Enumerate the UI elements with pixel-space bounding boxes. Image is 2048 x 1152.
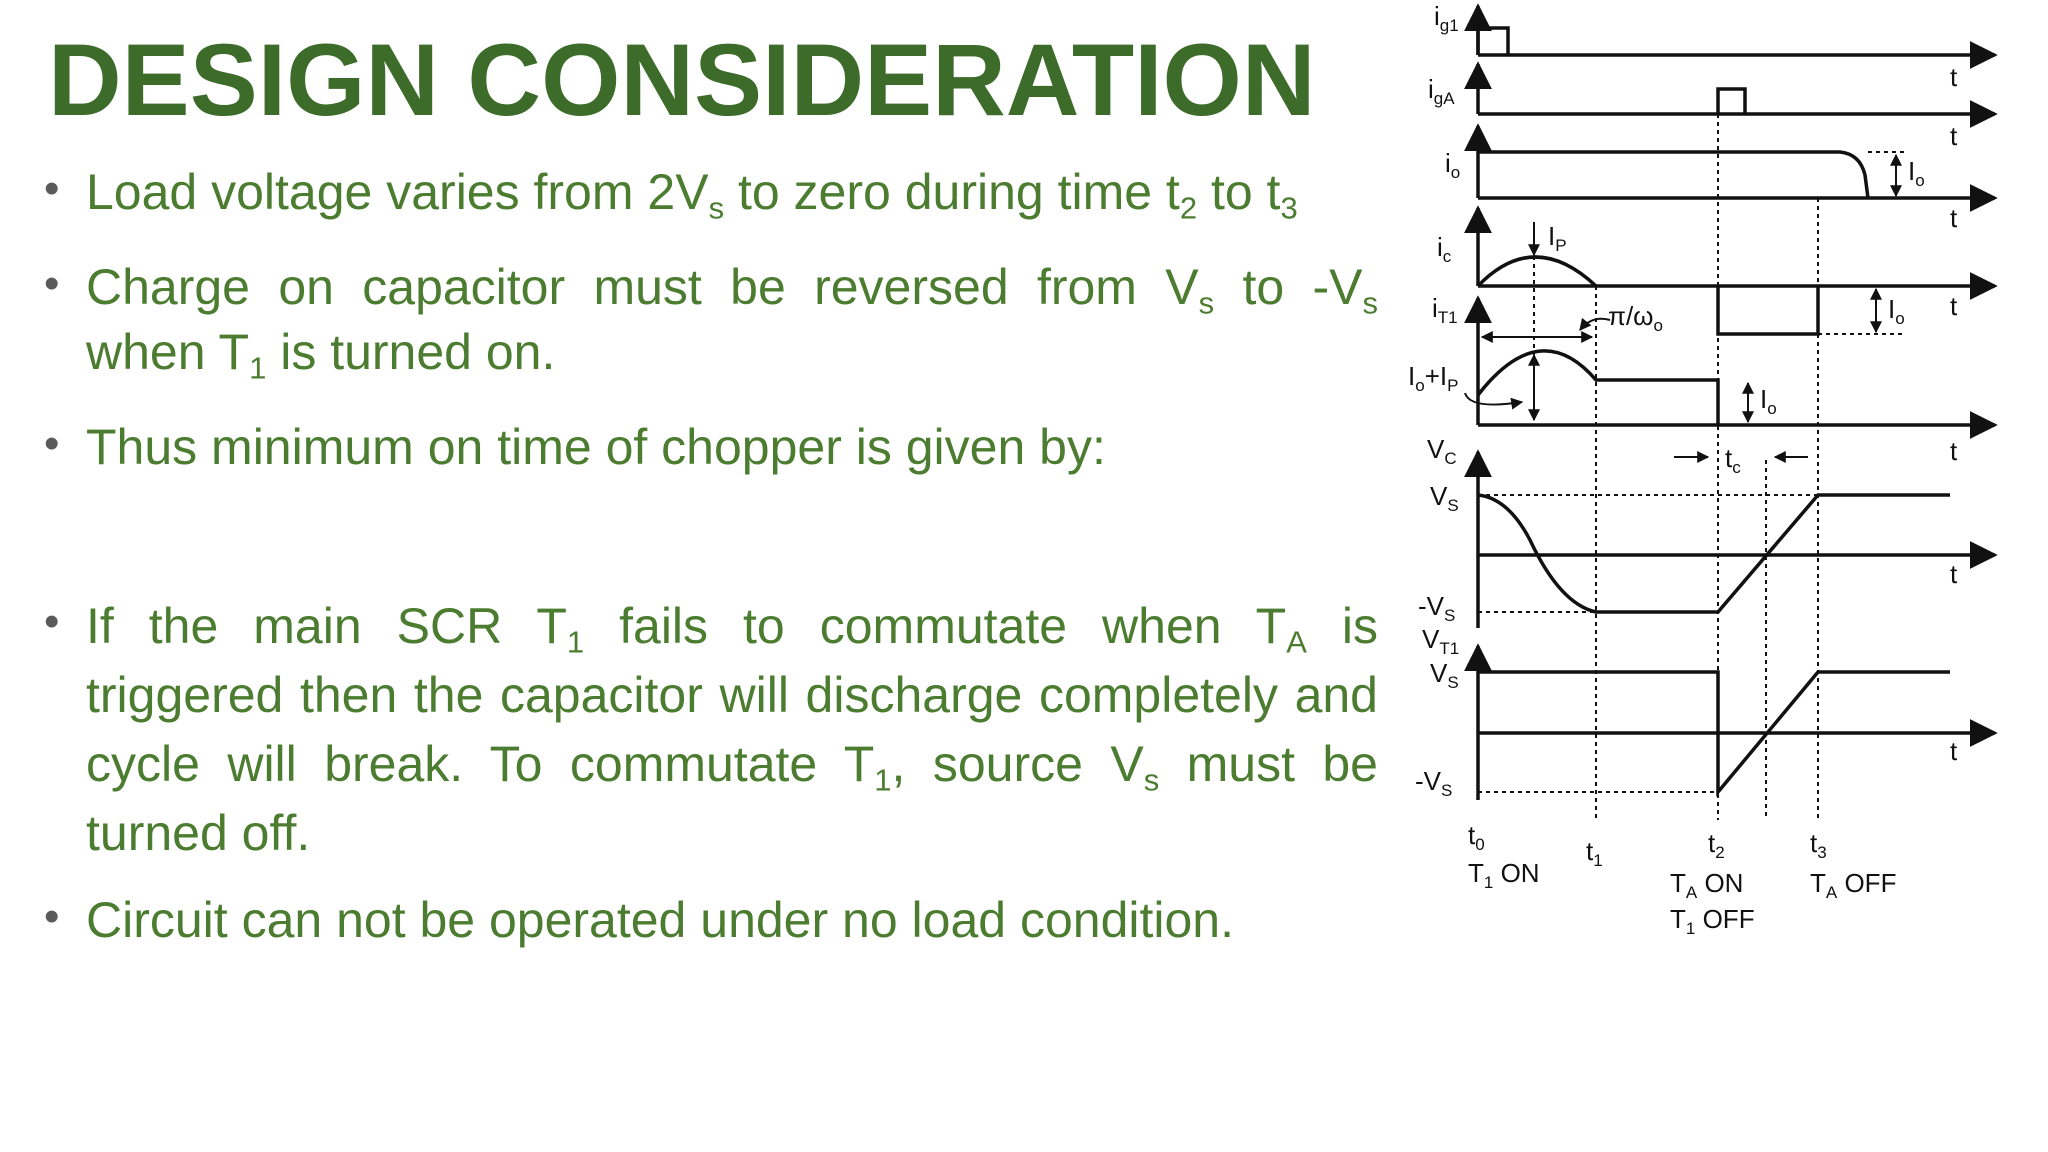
- label-vc: $V_C$: [1427, 434, 1457, 468]
- axis-t-3: t: [1950, 203, 1958, 233]
- bullet-item-no-load: • Circuit can not be operated under no load condition.: [44, 888, 1378, 953]
- bullet-item-load-voltage: • Load voltage varies from $2V_s$ to zero during time $t_2$ to $t_3$: [44, 160, 1378, 225]
- label-io-neg: $I_o$: [1888, 294, 1905, 328]
- label-ip: $I_P$: [1548, 221, 1567, 255]
- dimension-arrows: [1465, 155, 1896, 457]
- label-io-drop: $I_o$: [1760, 384, 1777, 418]
- axis-t-5: t: [1950, 436, 1958, 466]
- label-io-step: $I_o$: [1908, 156, 1925, 190]
- time-t2-note1: $T_A$ ON: [1670, 868, 1744, 902]
- bullet-item-charge-reversal: • Charge on capacitor must be reversed from $V_s$ to $-V_s$ when $T_1$ is turned on.: [44, 255, 1378, 385]
- time-t2-note2: $T_1$ OFF: [1670, 904, 1755, 938]
- axes: [1478, 6, 1995, 800]
- time-t3: $t_3$: [1810, 828, 1827, 862]
- bullet-item-minimum-on-time: • Thus minimum on time of chopper is given by:: [44, 415, 1378, 480]
- axis-t-4: t: [1950, 291, 1958, 321]
- time-t0-note: $T_1$ ON: [1468, 858, 1540, 892]
- label-neg-vs-vc: $-V_S$: [1418, 591, 1456, 625]
- time-t1: $t_1$: [1586, 836, 1603, 870]
- label-it1: $i_{T1}$: [1432, 293, 1458, 327]
- label-tc: $t_c$: [1725, 443, 1741, 477]
- diagram-labels: [1408, 1, 1958, 938]
- axis-t-2: t: [1950, 121, 1958, 151]
- bullet-item-commutation-failure: • If the main SCR $T_1$ fails to commutate when $T_A$ is triggered then the capacitor will discharge completely and cycle will break. To commutate $T_1$, source $V_s$ must be turned off.: [44, 592, 1378, 868]
- time-t3-note: $T_A$ OFF: [1810, 868, 1897, 902]
- label-io-plus-ip: $I_o+I_P$: [1408, 361, 1459, 395]
- label-io: $i_o$: [1445, 148, 1461, 182]
- label-iga: $i_{gA}$: [1428, 74, 1455, 108]
- label-ic: $i_c$: [1437, 232, 1452, 266]
- axis-t-6: t: [1950, 559, 1958, 589]
- time-t2: $t_2$: [1708, 828, 1725, 862]
- waveform-diagram: [1395, 0, 2015, 940]
- axis-t-7: t: [1950, 736, 1958, 766]
- axis-t-1: t: [1950, 62, 1958, 92]
- dashed-guides: [1478, 114, 1905, 820]
- bullet-list: [44, 160, 1378, 953]
- label-ig1: $i_{g1}$: [1434, 1, 1459, 35]
- slide-title: DESIGN CONSIDERATION: [48, 23, 1316, 137]
- label-vs-vt1: $V_S$: [1430, 658, 1459, 692]
- label-neg-vs-vt1: $-V_S$: [1415, 766, 1453, 800]
- waveforms: [1478, 28, 1950, 792]
- label-pi-omega: $\pi/\omega_o$: [1608, 301, 1663, 335]
- label-vs-vc: $V_S$: [1430, 481, 1459, 515]
- label-vt1: $V_{T1}$: [1422, 624, 1460, 658]
- time-t0: $t_0$: [1468, 820, 1485, 854]
